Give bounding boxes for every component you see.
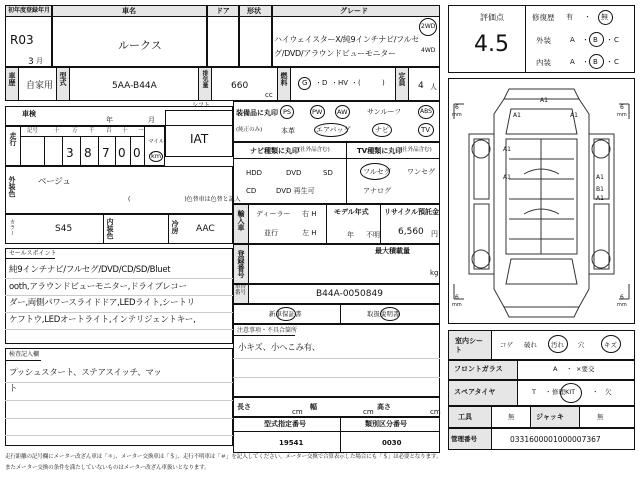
equip-abs: ABS — [420, 108, 432, 115]
repair-sep: ・ — [584, 13, 591, 21]
navi-title-note: (社外品含む) — [298, 147, 330, 153]
score-label: 評価点 — [480, 13, 504, 22]
exterior-label: 外装色 — [8, 176, 16, 197]
tv-analog: アナログ — [363, 187, 391, 195]
digit-header-6: 一 — [138, 128, 144, 134]
sales-line-2: ooth,アラウンドビューモニター,ドライブレコー — [9, 282, 187, 292]
spare-t: T — [532, 388, 536, 396]
shaken-month: 月 — [148, 116, 155, 124]
grade-label: グレード — [340, 7, 368, 15]
exterior-cell — [5, 166, 233, 214]
footer-line-2: またメーター交換の条件を満たしていないものはメーター改ざん車扱いとなります。 — [5, 465, 210, 471]
fuel-hv: HV — [338, 79, 349, 87]
equip-ps: PS — [283, 108, 292, 116]
fuel-sep-1: ・ — [315, 79, 322, 87]
mileage-label: 走行 — [9, 132, 17, 146]
mileage-unit-mile: マイル — [148, 139, 165, 145]
interior-color-label: 内装色 — [106, 218, 114, 239]
mileage-digit-5: 0 — [133, 146, 141, 160]
mileage-digit-4: 0 — [118, 146, 126, 160]
capacity-label: 定員 — [398, 72, 406, 86]
interior-score-label: 内装 — [536, 58, 551, 67]
damage-mark-6: A1 — [596, 174, 604, 181]
ac-label: 冷房 — [171, 220, 179, 234]
equip-pw: PW — [312, 108, 323, 116]
seat-tear: 破れ — [524, 341, 537, 349]
exterior-score-label: 外装 — [536, 36, 551, 45]
equip-sunroof: サンルーフ — [367, 108, 402, 116]
width-unit: cm — [363, 408, 374, 416]
new-car-warranty: 新車保証書 — [269, 310, 302, 318]
interior-sep-2: ・ — [606, 58, 613, 66]
model-label: 型式 — [59, 72, 67, 86]
capacity-value: 4 — [418, 81, 424, 91]
color-value: S45 — [55, 224, 73, 234]
tv-oneseg: ワンセグ — [407, 168, 435, 176]
tire-mm-fr: mm — [617, 112, 627, 118]
shaken-year: 年 — [106, 116, 113, 124]
interior-sep-1: ・ — [582, 58, 589, 66]
manual: 取扱説明書 — [367, 310, 400, 318]
seat-dirt: 汚れ — [551, 341, 564, 349]
door-label: ドア — [216, 7, 230, 15]
navi-dvd: DVD — [286, 169, 302, 177]
mileage-digit-2: 8 — [84, 146, 92, 160]
fuel-label: 燃料 — [280, 72, 288, 86]
category-label: 類別区分番号 — [365, 420, 407, 428]
score-value: 4.5 — [474, 32, 509, 57]
tv-title-note: (社外品含む) — [400, 147, 432, 153]
damage-mark-7: B1 — [596, 186, 604, 193]
mileage-digit-1: 3 — [66, 146, 74, 160]
interior-b: B — [593, 58, 598, 66]
notes-line-1: プッシュスタート、ステアスイッチ、マッ — [9, 368, 162, 378]
navi-hdd: HDD — [246, 169, 263, 177]
damage-mark-5: A1 — [503, 174, 511, 181]
max-load-unit: kg — [430, 269, 439, 277]
spare-kit: 修理KIT — [552, 388, 576, 396]
type-designation-value: 19541 — [279, 439, 304, 447]
interior-a: A — [570, 58, 575, 66]
jack-value: 無 — [597, 413, 604, 421]
tools-label: 工具 — [458, 413, 472, 421]
tire-value-rr: 6 — [620, 294, 624, 301]
damage-mark-3: A1 — [570, 112, 578, 119]
shift-label: シフト — [192, 102, 211, 109]
type-designation-label: 型式指定番号 — [264, 420, 306, 428]
length-label: 長さ — [237, 403, 251, 411]
sales-line-1: 純9インチナビ/フルセグ/DVD/CD/SD/Bluet — [9, 265, 171, 275]
car-name-value: ルークス — [118, 39, 162, 52]
tire-value-fr: 6 — [620, 104, 624, 111]
notes-line-2: ト — [9, 384, 18, 394]
ac-value: AAC — [196, 224, 215, 234]
exterior-c: C — [614, 36, 619, 44]
jack-label: ジャッキ — [536, 413, 564, 421]
shift-value: IAT — [190, 132, 209, 146]
tire-value-rl: 6 — [455, 294, 459, 301]
exterior-a: A — [570, 36, 575, 44]
fuel-g: G — [302, 79, 308, 87]
import-left: 左 H — [302, 229, 317, 237]
exterior-value: ベージュ — [38, 177, 71, 187]
max-load-label: 最大積載量 — [375, 247, 410, 255]
spare-missing: 欠 — [605, 388, 612, 396]
exterior-note: ( )色替車は色替と記入 — [128, 196, 241, 203]
spare-sep-1: ・ — [545, 388, 552, 396]
recycle-value: 6,560 — [398, 227, 424, 237]
equipment-title: 装備品に丸印 — [236, 109, 278, 117]
seat-burn: コゲ — [500, 341, 513, 349]
fuel-sep-3: ・ — [351, 79, 358, 87]
shape-label: 形状 — [247, 7, 261, 15]
digit-header-2: 万 — [72, 128, 78, 134]
navi-cd: CD — [246, 187, 257, 195]
equip-navi: ナビ — [375, 126, 389, 134]
car-outline-svg — [449, 79, 634, 323]
fuel-paren-open: ( — [358, 79, 361, 87]
equip-airbag: エアバッグ — [316, 126, 351, 134]
equip-leather: 本革 — [281, 127, 295, 135]
recycle-unit: 円 — [431, 230, 438, 238]
width-label: 幅 — [310, 403, 317, 411]
management-value: 0331600001000007367 — [510, 435, 601, 444]
fuel-d: D — [322, 79, 328, 87]
glass-sep: ・ — [566, 365, 573, 373]
spec-row — [5, 67, 440, 101]
damage-mark-1: A1 — [540, 97, 548, 104]
reg-month-value: 3 — [28, 57, 34, 67]
tv-fullseg: フルセグ — [363, 168, 391, 176]
grade-line-2: グ/DVD/アラウンドビューモニター — [274, 49, 396, 58]
shaken-label: 車検 — [22, 110, 36, 118]
car-diagram — [448, 78, 635, 324]
model-value: 5AA-B44A — [112, 81, 157, 91]
tire-mm-rr: mm — [617, 302, 627, 308]
repair-label: 修復歴 — [532, 13, 555, 22]
equipment-subtitle: (純正のみ) — [236, 127, 263, 133]
car-name-label: 車名 — [122, 7, 136, 15]
usage-value: 自家用 — [26, 81, 54, 91]
exterior-sep-1: ・ — [582, 36, 589, 44]
length-unit: cm — [292, 408, 303, 416]
navi-title: ナビ種類に丸印 — [250, 147, 299, 155]
glass-replace: ×要交 — [576, 365, 595, 373]
drive-alt: 4WD — [421, 47, 436, 54]
notes-label: 検査記入欄 — [9, 351, 40, 358]
spare-sep-2: ・ — [592, 388, 599, 396]
tv-title: TV種類に丸印 — [357, 147, 403, 155]
notes-cell — [5, 348, 233, 446]
usage-label: 車歴 — [8, 72, 16, 86]
drive-circled: 2WD — [421, 23, 436, 30]
footer-line-1: 走行距離の記号欄にメーター改ざん車は「＊」、メーター交換車は「＄」、走行不明車は「＃」を記入してください。メーター交換で合算表示した場合にも「＄」は必要となります。 — [5, 454, 442, 460]
sales-points-label: セールスポイント — [9, 250, 57, 257]
reg-year-value: R03 — [10, 33, 34, 47]
warranty-row — [233, 304, 440, 324]
spare-label: スペアタイヤ — [454, 388, 496, 396]
mileage-digit-3: 7 — [102, 146, 110, 160]
mileage-unit-km: km — [151, 152, 162, 160]
model-year-value: 不明 — [366, 231, 380, 239]
category-value: 0030 — [382, 439, 402, 447]
digit-header-3: 千 — [89, 128, 95, 134]
glass-a: A — [553, 365, 558, 373]
digit-header-1: 十 — [54, 128, 60, 134]
model-year-label: モデル年式 — [334, 208, 369, 216]
damage-mark-8: A1 — [596, 195, 604, 202]
seat-hole: 穴 — [578, 341, 585, 349]
management-label: 管理番号 — [451, 435, 477, 443]
chassis-label: 車台番号 — [235, 284, 247, 296]
height-label: 高さ — [377, 403, 391, 411]
import-dealer: ディーラー — [256, 210, 291, 218]
color-label: カラー — [8, 219, 15, 236]
sales-line-4: ケフトウ,LEDオートライト,インテリジェントキー, — [9, 315, 196, 325]
reg-year-label: 初年度登録年月 — [8, 7, 51, 14]
capacity-unit: 人 — [430, 83, 437, 91]
equip-aw: AW — [337, 108, 348, 116]
tire-mm-fl: mm — [452, 112, 462, 118]
reg-month-unit: 月 — [36, 57, 43, 65]
digit-header-5: 十 — [122, 128, 128, 134]
digit-header-sign: 記号 — [27, 128, 39, 134]
height-unit: cm — [430, 408, 441, 416]
seat-label: 室内シート — [455, 337, 483, 355]
exterior-sep-2: ・ — [606, 36, 613, 44]
tire-value-fl: 6 — [455, 104, 459, 111]
displacement-unit: cc — [265, 91, 273, 99]
import-label: 輸入車 — [237, 210, 245, 231]
registration-label: 登録番号 — [237, 250, 245, 278]
displacement-label: 排気量 — [201, 70, 208, 88]
remarks-line-1: 小キズ、小へこみ有、 — [238, 343, 321, 353]
seat-scratch: キズ — [604, 341, 617, 349]
tools-value: 無 — [508, 413, 515, 421]
navi-dvd-play: DVD 再生可 — [276, 187, 315, 195]
damage-mark-2: A1 — [513, 112, 521, 119]
exterior-b: B — [593, 36, 598, 44]
damage-mark-4: A1 — [503, 146, 511, 153]
remarks-label: 注意事項・不具合箇所 — [237, 327, 298, 334]
repair-none: 無 — [601, 13, 608, 21]
tire-mm-rl: mm — [452, 302, 462, 308]
repair-yes: 有 — [566, 13, 573, 21]
digit-header-4: 百 — [106, 128, 112, 134]
sales-line-3: ダー,両側パワースライドドア,LEDライト,シートリ — [9, 298, 195, 308]
dims-row — [233, 397, 440, 417]
grade-line-1: ハイウェイスターX/純9インチナビ/フルセ — [274, 35, 419, 44]
navi-sd: SD — [323, 169, 333, 177]
model-year-year: 年 — [347, 231, 354, 239]
chassis-value: B44A-0050849 — [316, 289, 383, 299]
import-parallel: 並行 — [264, 229, 278, 237]
equip-tv: TV — [421, 126, 431, 134]
glass-label: フロントガラス — [454, 365, 503, 373]
interior-c: C — [614, 58, 619, 66]
fuel-sep-2: ・ — [331, 79, 338, 87]
recycle-label: リサイクル預託金 — [384, 208, 440, 216]
import-right: 右 H — [302, 210, 317, 218]
displacement-value: 660 — [231, 81, 249, 91]
fuel-paren-close: ) — [382, 79, 385, 87]
